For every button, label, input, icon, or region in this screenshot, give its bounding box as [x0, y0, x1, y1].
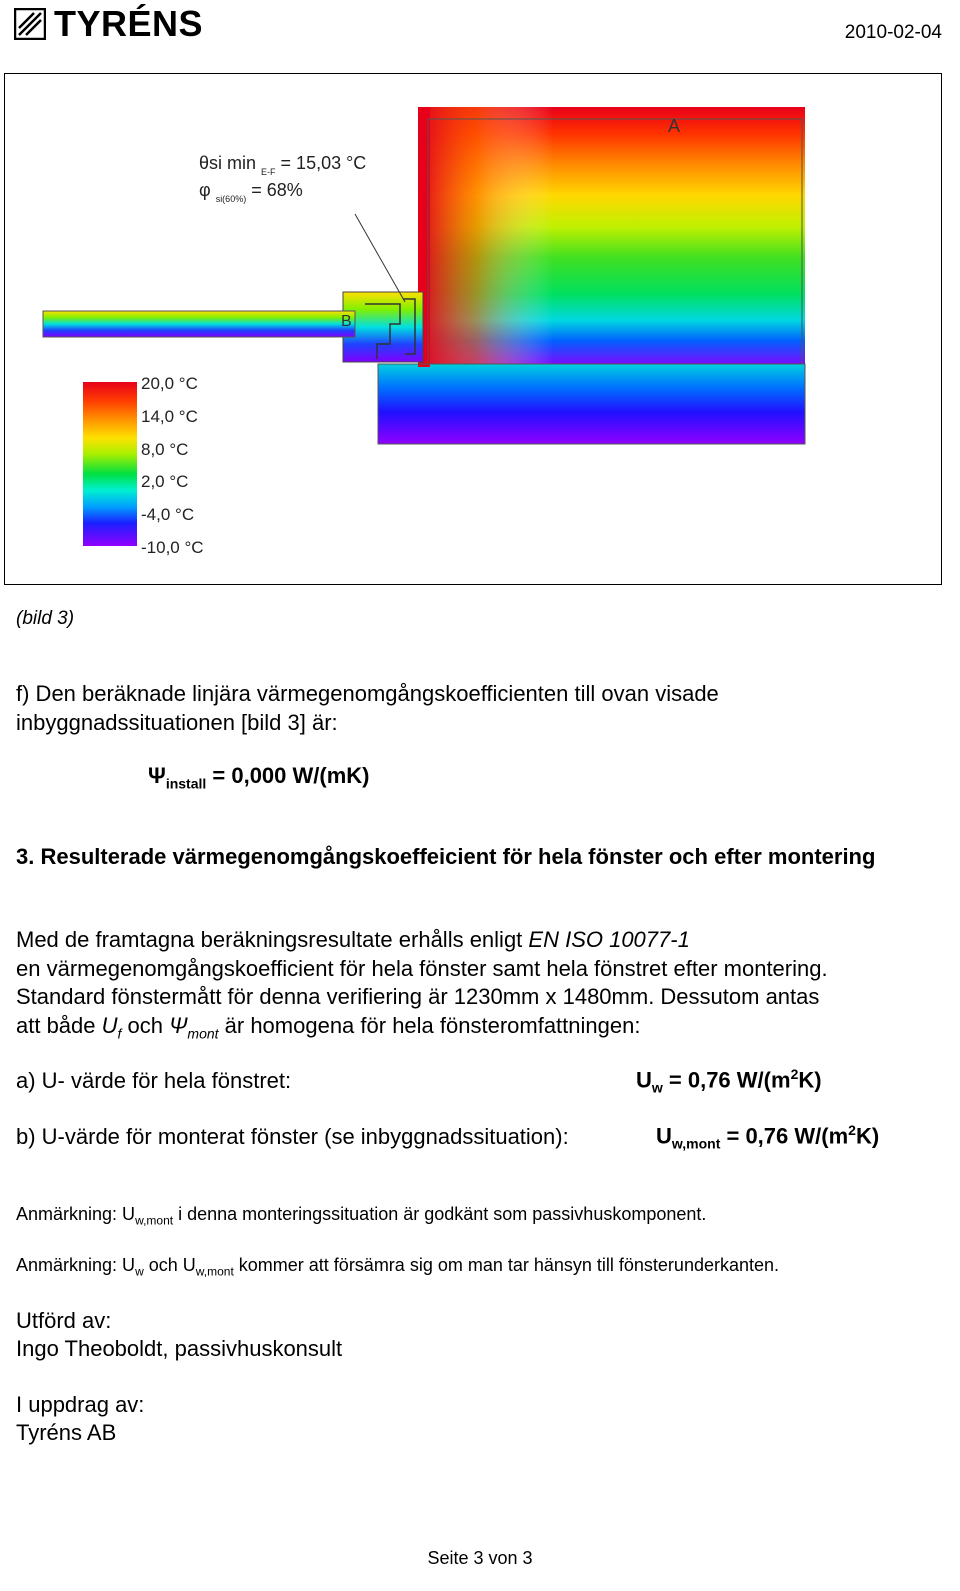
- body-line4b: är homogena för hela fönsteromfattningen:: [218, 1012, 641, 1038]
- legend-label-4: 2,0 °C: [141, 472, 189, 491]
- section-f-line2: inbyggnadssituationen [bild 3] är:: [16, 710, 338, 735]
- thermal-simulation-image: [5, 74, 941, 584]
- theta-subscript: E-F: [261, 167, 276, 177]
- body-line2: en värmegenomgångskoefficient för hela fönster samt hela fönstret efter montering.: [16, 955, 828, 981]
- logo-text: TYRÉNS: [54, 3, 204, 44]
- marker-b: B: [341, 313, 352, 330]
- legend-label-2: 14,0 °C: [141, 407, 198, 426]
- body-line4a: att både: [16, 1012, 102, 1038]
- marker-a: A: [668, 116, 681, 136]
- psi-symbol: Ψ: [148, 763, 166, 788]
- client-name: Tyréns AB: [16, 1420, 117, 1445]
- item-b-equation: $U_{w,mont} = 0,76$ $W/(m^2K)$: [656, 1122, 880, 1152]
- phi-label: φ: [199, 180, 211, 200]
- section-3-heading: 3. Resulterade värmegenomgångskoeffeicient för hela fönster och efter montering: [16, 844, 876, 869]
- theta-value: = 15,03 °C: [280, 153, 367, 173]
- note-2: Anmärkning: $U_w$ och $U_{w,mont}$ kommer att försämra sig om man tar hänsyn till fönsterunderkanten.: [16, 1255, 780, 1279]
- body-line1: Med de framtagna beräkningsresultate erhålls enligt: [16, 927, 529, 952]
- temperature-scale-bar: [83, 382, 137, 546]
- standard-reference: EN ISO 10077-1: [528, 927, 690, 952]
- figure-caption: (bild 3): [16, 608, 75, 629]
- page-number: Seite 3 von 3: [427, 1548, 533, 1568]
- section-3-body: [16, 926, 946, 1047]
- psi-value: = 0,000 W/(mK): [206, 763, 370, 788]
- document-date: 2010-02-04: [844, 22, 942, 43]
- item-b-label: b) U-värde för monterat fönster (se inbyggnadssituation):: [16, 1124, 569, 1149]
- thermal-simulation-figure: [4, 73, 942, 585]
- logo-mark-icon: [14, 8, 46, 40]
- performed-by-label: Utförd av:: [16, 1308, 112, 1333]
- phi-value: = 68%: [251, 180, 303, 200]
- company-logo: [14, 3, 204, 44]
- note-1: Anmärkning: $U_{w,mont}$ i denna monteringssituation är godkänt som passivhuskomponent.: [16, 1204, 707, 1228]
- psi-subscript: install: [165, 775, 207, 792]
- theta-label: θsi min: [199, 153, 257, 173]
- section-f-line1: f) Den beräknade linjära värmegenomgångskoefficienten till ovan visade: [16, 681, 719, 706]
- legend-label-6: -10,0 °C: [141, 538, 204, 557]
- client-label: I uppdrag av:: [16, 1392, 145, 1417]
- psi-install-result: [148, 763, 370, 791]
- item-a-equation: $U_w = 0,76$ $W/(m^2K)$: [636, 1066, 822, 1096]
- uf-symbol: $U_f$: [101, 1012, 122, 1041]
- legend-label-1: 20,0 °C: [141, 374, 198, 393]
- item-a-label: a) U- värde för hela fönstret:: [16, 1068, 292, 1093]
- svg-text:φ si(60%) = 68%: [199, 180, 303, 206]
- body-line3: Standard fönstermått för denna verifiering är 1230mm x 1480mm. Dessutom antas: [16, 984, 820, 1009]
- performed-by-name: Ingo Theoboldt, passivhuskonsult: [16, 1336, 343, 1361]
- legend-label-5: -4,0 °C: [141, 505, 195, 524]
- psi-mont-symbol: $\Psi_{mont}$: [169, 1012, 219, 1041]
- phi-subscript: si(60%): [215, 194, 247, 204]
- legend-label-3: 8,0 °C: [141, 440, 189, 459]
- body-och: och: [121, 1012, 170, 1038]
- svg-text:θsi min E-F = 15,0: [199, 153, 366, 179]
